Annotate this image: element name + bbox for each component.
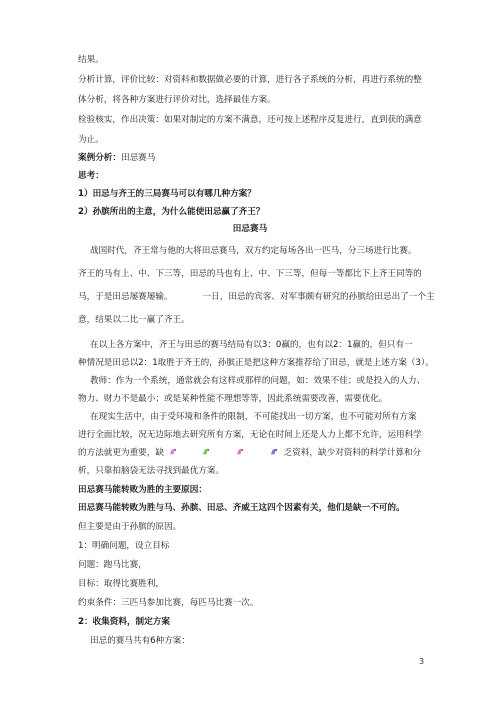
reality-line-2: 进行全面比较，况无边际地去研究所有方案，无论在时间上还是人力上都不允许，运用科学 [78, 430, 422, 440]
paragraph-result: 结果。 [78, 55, 104, 65]
scheme-line-2: 种情况是田忌以2：1取胜于齐王的，孙膑正是把这种方案推荐给了田忌，就是上述方案（3）。 [78, 358, 434, 368]
think-heading: 思考： [78, 171, 104, 181]
story-title: 田忌赛马 [232, 224, 268, 234]
reason-heading: 田忌赛马能转败为胜的主要原因： [78, 485, 207, 495]
story-line-3 [78, 291, 435, 303]
horse-icon [270, 447, 279, 456]
horse-icon [169, 447, 178, 456]
paragraph-analysis-1: 分析计算，评价比较：对资料和数据做必要的计算，进行各子系统的分析，再进行系统的整 [78, 75, 422, 85]
step-1-constraint: 约束条件：三匹马参加比赛，每匹马比赛一次。 [78, 598, 259, 608]
case-analysis-line [78, 152, 155, 164]
teacher-line-2: 物力、财力不是最小；或是某种性能不理想等等，因此系统需要改善，需要优化。 [78, 394, 388, 404]
story-line-2: 齐王的马有上、中、下三等，田忌的马也有上、中、下三等，但每一等都比下上齐王同等的 [78, 269, 422, 279]
paragraph-analysis-2: 体分析，将各种方案进行评价对比，选择最佳方案。 [78, 95, 276, 105]
case-analysis-label: 案例分析： [78, 153, 121, 163]
reality-line-3a: 的方法就更为重要，缺 [78, 448, 164, 458]
reason-main: 但主要是由于孙膑的原因。 [78, 522, 182, 532]
reality-line-1: 在现实生活中，由于受环境和条件的限制，不可能找出一切方案，也不可能对所有方案 [90, 412, 417, 422]
paragraph-verify-2: 为止。 [78, 135, 104, 145]
reality-line-3b: 乏资料，缺少对资料的科学计算和分 [283, 448, 422, 458]
story-line-3b: 一日，田忌的宾客、对军事颇有研究的孙膑给田忌出了一个主 [202, 292, 435, 302]
reality-line-3 [78, 447, 421, 459]
step-1-problem: 问题：跑马比赛， [78, 560, 147, 570]
question-2: 2）孙膑所出的主意，为什么能使田忌赢了齐王？ [78, 207, 265, 217]
story-line-4: 意，结果以二比一赢了齐王。 [78, 315, 190, 325]
scheme-line-1: 在以上各方案中，齐王与田忌的赛马结局有以3：0赢的，也有以2：1赢的，但只有一 [90, 340, 413, 350]
step-2-intro: 田忌的赛马共有6种方案： [90, 636, 190, 646]
horse-icon [236, 447, 245, 456]
horse-icon [202, 447, 211, 456]
step-2-heading: 2：收集资料，制定方案 [78, 617, 170, 627]
story-line-3a: 马，于是田忌屡赛屡输。 [78, 292, 173, 302]
case-analysis-title: 田忌赛马 [120, 153, 156, 163]
paragraph-verify-1: 检验核实，作出决策：如果对制定的方案不满意，还可按上述程序反复进行，直到获的满意 [78, 115, 422, 125]
reason-statement: 田忌赛马能转败为胜与马、孙膑、田忌、齐威王这四个因素有关，他们是缺一不可的。 [78, 503, 405, 513]
step-1-goal: 目标：取得比赛胜利， [78, 579, 164, 589]
step-1-heading: 1：明确问题，设立目标 [78, 541, 170, 551]
reality-line-4: 析，只靠拍脑袋无法寻找到最优方案。 [78, 466, 225, 476]
question-1: 1）田忌与齐王的三局赛马可以有哪几种方案？ [78, 189, 256, 199]
story-line-1: 战国时代，齐王常与他的大将田忌赛马，双方约定每场各出一匹马，分三场进行比赛。 [90, 246, 417, 256]
teacher-line-1: 教师：作为一个系统，通常就会有这样或那样的问题，如：效果不佳；或是投入的人力、 [90, 376, 426, 386]
page-number: 3 [419, 657, 425, 666]
